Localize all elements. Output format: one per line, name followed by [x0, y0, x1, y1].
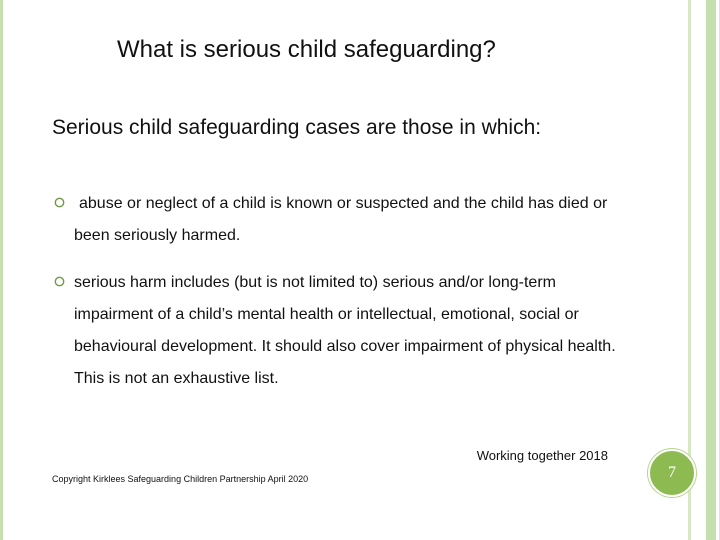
- bullet-item: [52, 267, 632, 395]
- slide-title: What is serious child safeguarding?: [117, 36, 496, 63]
- copyright-notice: Copyright Kirklees Safeguarding Children Partnership April 2020: [52, 474, 309, 484]
- open-circle-bullet-icon: [54, 276, 65, 287]
- bullet-text: abuse or neglect of a child is known or suspected and the child has died or been seriously harmed.: [74, 195, 608, 244]
- right-frame-bar: [706, 0, 716, 540]
- open-circle-bullet-icon: [54, 197, 65, 208]
- bullet-text: serious harm includes (but is not limited to) serious and/or long-term impairment of a child’s mental health or intellectual, emotional, social or behavioural development. It should also cover impairment of physical health. This is not an exhaustive list.: [74, 274, 616, 387]
- page-number-badge: 7: [648, 449, 696, 497]
- bullet-item: [52, 188, 632, 252]
- left-frame-bar: [0, 0, 3, 540]
- intro-text: Serious child safeguarding cases are those in which:: [52, 116, 542, 139]
- bullet-list: [52, 188, 632, 395]
- citation: Working together 2018: [476, 448, 608, 463]
